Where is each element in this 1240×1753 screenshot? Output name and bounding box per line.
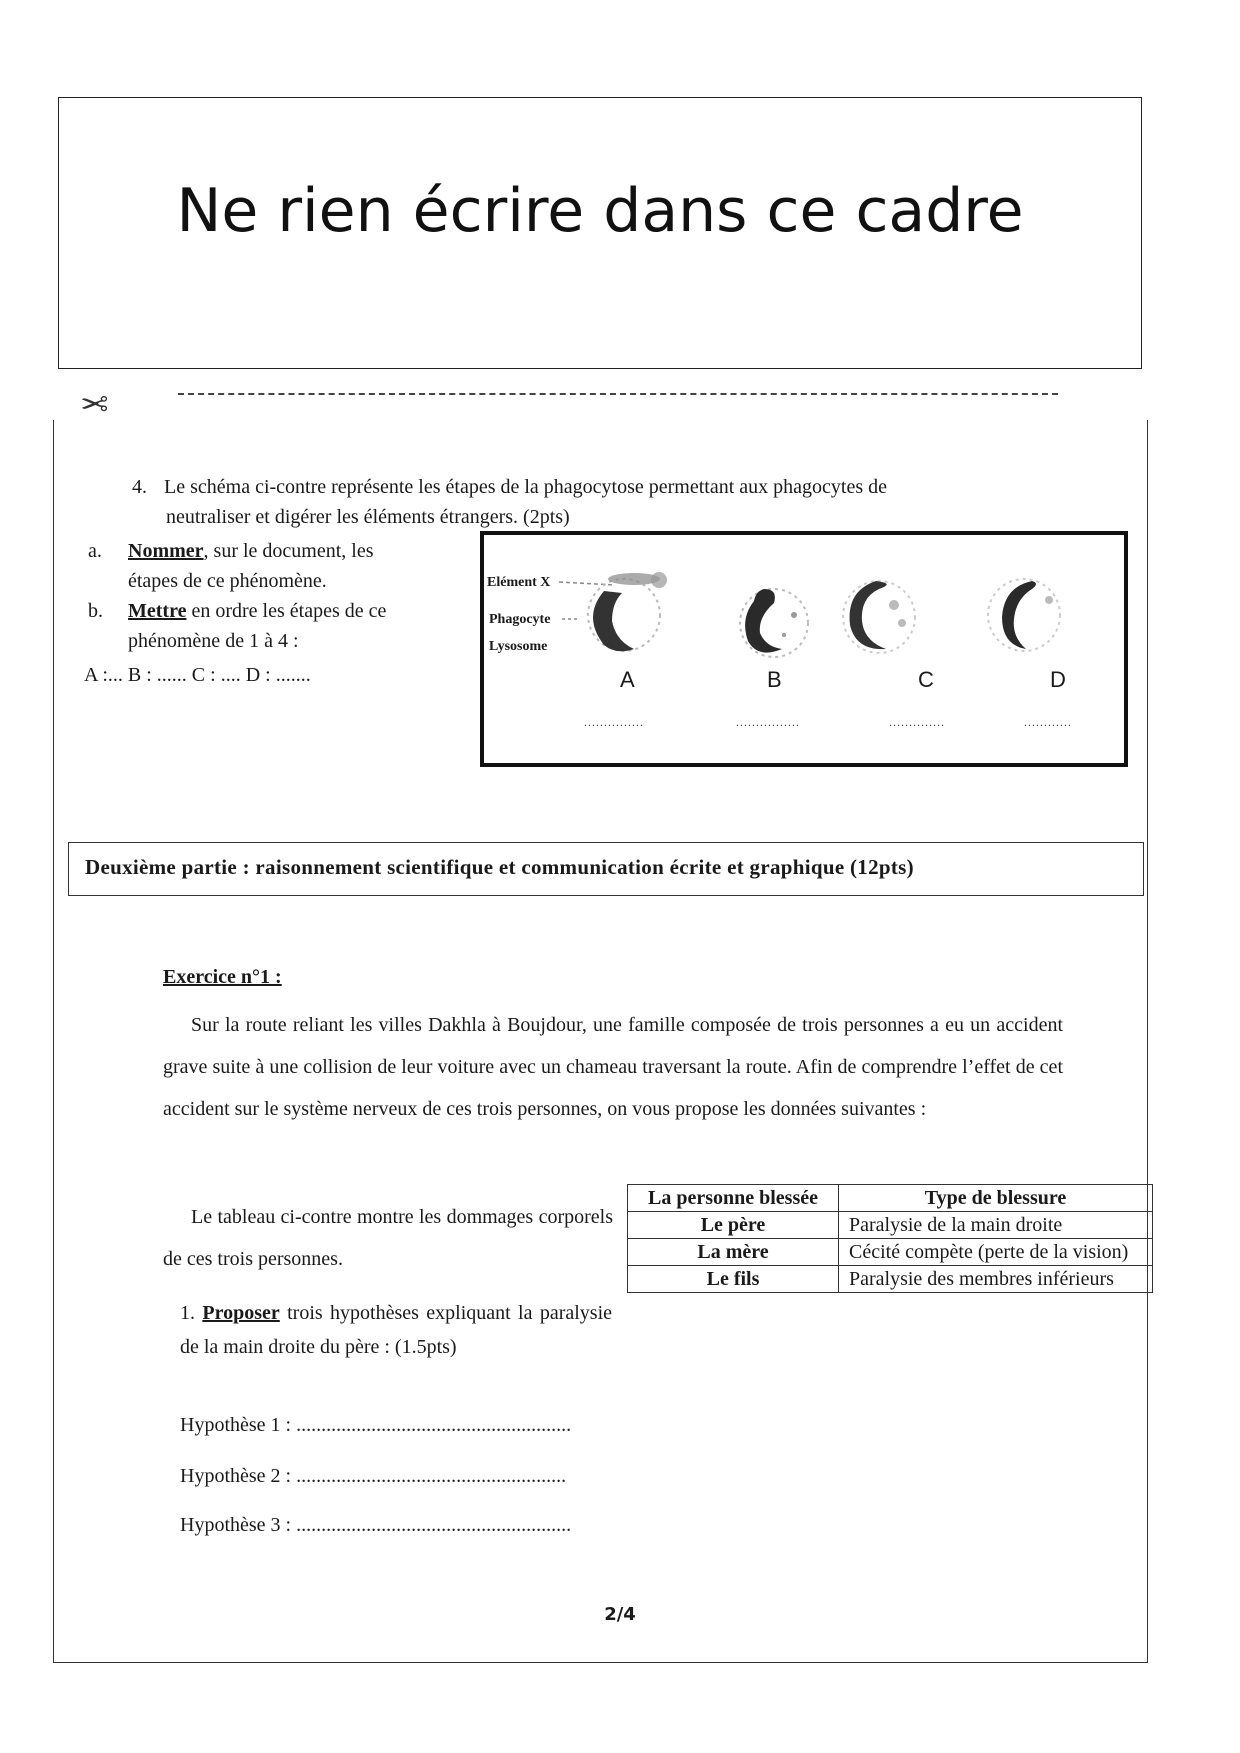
cell-stage-d xyxy=(988,579,1060,651)
question-1 xyxy=(180,1296,612,1364)
item-b-letter: b. xyxy=(88,600,103,622)
cell-stage-a xyxy=(588,572,667,651)
row-person: Le père xyxy=(628,1212,839,1239)
stage-label-d: D xyxy=(1050,667,1066,692)
question-4-items xyxy=(88,536,448,656)
question-text-line1: Le schéma ci-contre représente les étapes de la phagocytose permettant aux phagocytes de xyxy=(164,476,888,498)
row-injury: Paralysie de la main droite xyxy=(839,1212,1153,1239)
item-b-rest2: phénomène de 1 à 4 : xyxy=(128,630,299,652)
item-a-letter: a. xyxy=(88,540,102,562)
part2-heading-box xyxy=(68,842,1144,896)
cell-stage-b xyxy=(740,589,808,657)
stage-label-a: A xyxy=(620,667,635,692)
item-a-rest1: , sur le document, les xyxy=(203,540,374,562)
hypothesis-3-line[interactable]: Hypothèse 3 : ....................................................... xyxy=(180,1514,572,1536)
table-row xyxy=(628,1266,1153,1293)
scissors-icon: ✂ xyxy=(80,387,109,424)
row-person: La mère xyxy=(628,1239,839,1266)
cut-line xyxy=(178,393,1058,395)
phagocytosis-figure xyxy=(480,531,1128,767)
answer-blanks[interactable]: A :... B : ...... C : .... D : ....... xyxy=(84,664,311,686)
row-injury: Paralysie des membres inférieurs xyxy=(839,1266,1153,1293)
label-lysosome: Lysosome xyxy=(489,639,548,654)
label-phagocyte: Phagocyte xyxy=(489,612,551,627)
item-b-rest1: en ordre les étapes de ce xyxy=(186,600,387,622)
header-person: La personne blessée xyxy=(628,1185,839,1212)
row-injury: Cécité compète (perte de la vision) xyxy=(839,1239,1153,1266)
question-number: 4. xyxy=(132,476,147,498)
item-b-verb: Mettre xyxy=(128,600,187,622)
question-text-line2: neutraliser et digérer les éléments étrangers. (2pts) xyxy=(166,506,570,528)
hypothesis-1-line[interactable]: Hypothèse 1 : ....................................................... xyxy=(180,1414,572,1436)
item-a-verb: Nommer xyxy=(128,540,204,562)
question-1-number: 1. xyxy=(180,1302,195,1324)
answer-line-d[interactable]: ............ xyxy=(1024,715,1072,729)
stage-label-b: B xyxy=(767,667,782,692)
table-row xyxy=(628,1239,1153,1266)
answer-line-c[interactable]: .............. xyxy=(889,715,945,729)
label-element-x: Elément X xyxy=(487,575,551,590)
question-1-verb: Proposer xyxy=(202,1302,280,1324)
hypothesis-2-line[interactable]: Hypothèse 2 : ...................................................... xyxy=(180,1465,567,1487)
exercise-1-title: Exercice n°1 : xyxy=(163,966,282,988)
answer-line-b[interactable]: ................ xyxy=(736,715,800,729)
cell-stage-c xyxy=(843,581,915,653)
question-4 xyxy=(132,472,1032,532)
page-number: 2/4 xyxy=(604,1604,636,1625)
part2-title: Deuxième partie : raisonnement scientifique et communication écrite et graphique (12pts) xyxy=(85,855,914,879)
table-header-row xyxy=(628,1185,1153,1212)
table-row xyxy=(628,1212,1153,1239)
injury-table xyxy=(627,1184,1153,1293)
item-a-rest2: étapes de ce phénomène. xyxy=(128,570,327,592)
item-b xyxy=(88,596,448,626)
do-not-write-title: Ne rien écrire dans ce cadre xyxy=(176,176,1024,246)
exercise-1-intro: Sur la route reliant les villes Dakhla à Boujdour, une famille composée de trois personnes a eu un accident grave suite à une collision de leur voiture avec un chameau traversant la route. Afin de comprendre l’effet de cet accident sur le système nerveux de ces trois personnes, on vous propose les données suivantes : xyxy=(163,1014,1063,1120)
item-a xyxy=(88,536,448,566)
do-not-write-box xyxy=(58,97,1142,369)
answer-line-a[interactable]: ............... xyxy=(584,715,644,729)
table-description: Le tableau ci-contre montre les dommages corporels de ces trois personnes. xyxy=(163,1206,613,1270)
question-1-text: trois hypothèses expliquant la paralysie de la main droite du père : (1.5pts) xyxy=(180,1302,613,1358)
row-person: Le fils xyxy=(628,1266,839,1293)
stage-label-c: C xyxy=(918,667,934,692)
header-injury: Type de blessure xyxy=(839,1185,1153,1212)
